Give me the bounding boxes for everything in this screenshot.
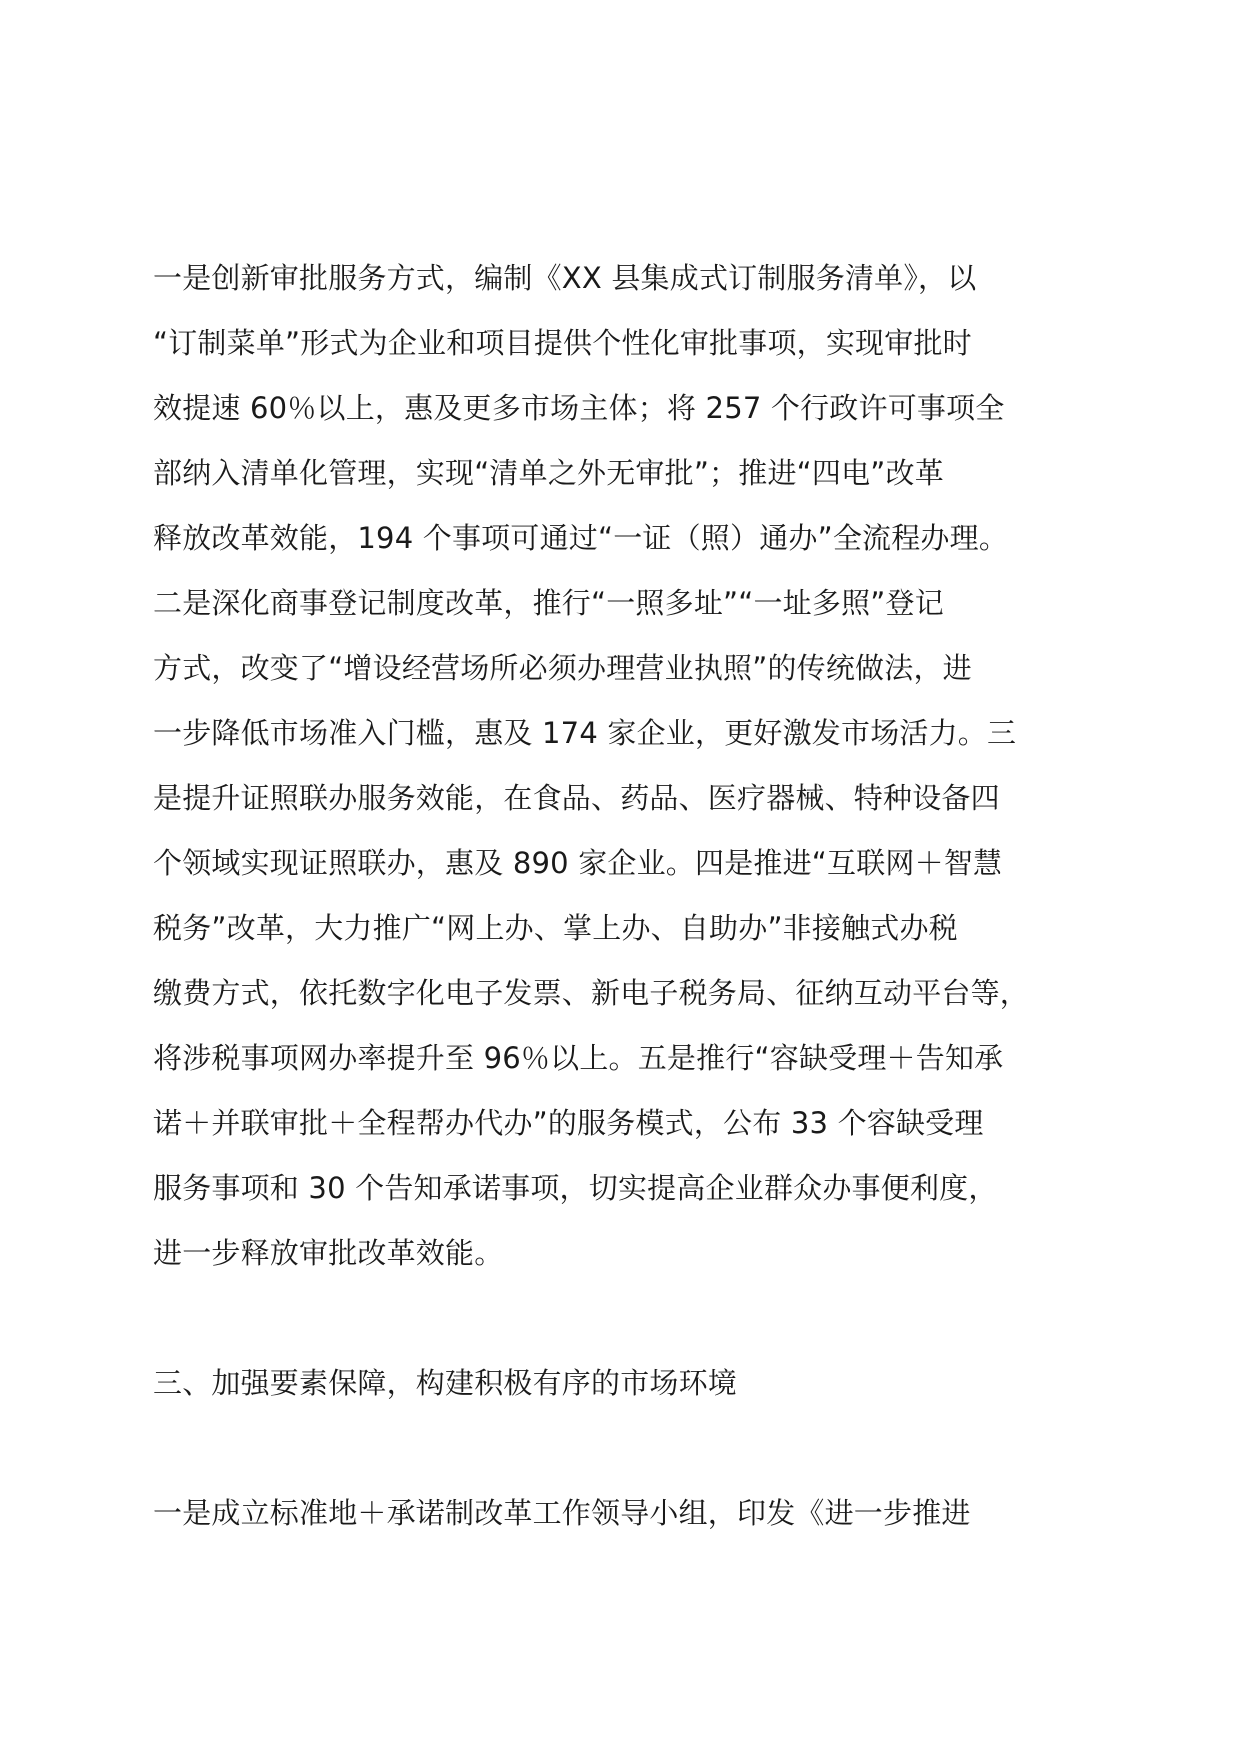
paragraph-line: 部纳入清单化管理，实现“清单之外无审批”；推进“四电”改革 — [153, 456, 944, 490]
paragraph-line: “订制菜单”形式为企业和项目提供个性化审批事项，实现审批时 — [153, 326, 972, 360]
paragraph-line: 缴费方式，依托数字化电子发票、新电子税务局、征纳互动平台等， — [153, 976, 1030, 1010]
paragraph-line: 效提速 60％以上，惠及更多市场主体；将 257 个行政许可事项全 — [153, 391, 1005, 425]
paragraph-line: 税务”改革，大力推广“网上办、掌上办、自助办”非接触式办税 — [153, 911, 958, 945]
paragraph-line: 释放改革效能，194 个事项可通过“一证（照）通办”全流程办理。 — [153, 521, 1009, 555]
paragraph-line: 诺＋并联审批＋全程帮办代办”的服务模式，公布 33 个容缺受理 — [153, 1106, 984, 1140]
paragraph-line: 进一步释放审批改革效能。 — [153, 1236, 504, 1270]
paragraph-line: 一是创新审批服务方式，编制《XX 县集成式订制服务清单》，以 — [153, 261, 977, 295]
paragraph-line: 服务事项和 30 个告知承诺事项，切实提高企业群众办事便利度， — [153, 1171, 998, 1205]
paragraph-line: 一步降低市场准入门槛，惠及 174 家企业，更好激发市场活力。三 — [153, 716, 1017, 750]
paragraph-line: 二是深化商事登记制度改革，推行“一照多址”“一址多照”登记 — [153, 586, 944, 620]
paragraph-line: 个领域实现证照联办，惠及 890 家企业。四是推进“互联网＋智慧 — [153, 846, 1003, 880]
paragraph-line: 是提升证照联办服务效能，在食品、药品、医疗器械、特种设备四 — [153, 781, 1000, 815]
paragraph-line: 一是成立标准地＋承诺制改革工作领导小组，印发《进一步推进 — [153, 1496, 971, 1530]
section-heading: 三、加强要素保障，构建积极有序的市场环境 — [153, 1366, 738, 1400]
paragraph-line: 方式，改变了“增设经营场所必须办理营业执照”的传统做法，进 — [153, 651, 972, 685]
paragraph-line: 将涉税事项网办率提升至 96％以上。五是推行“容缺受理＋告知承 — [153, 1041, 1004, 1075]
